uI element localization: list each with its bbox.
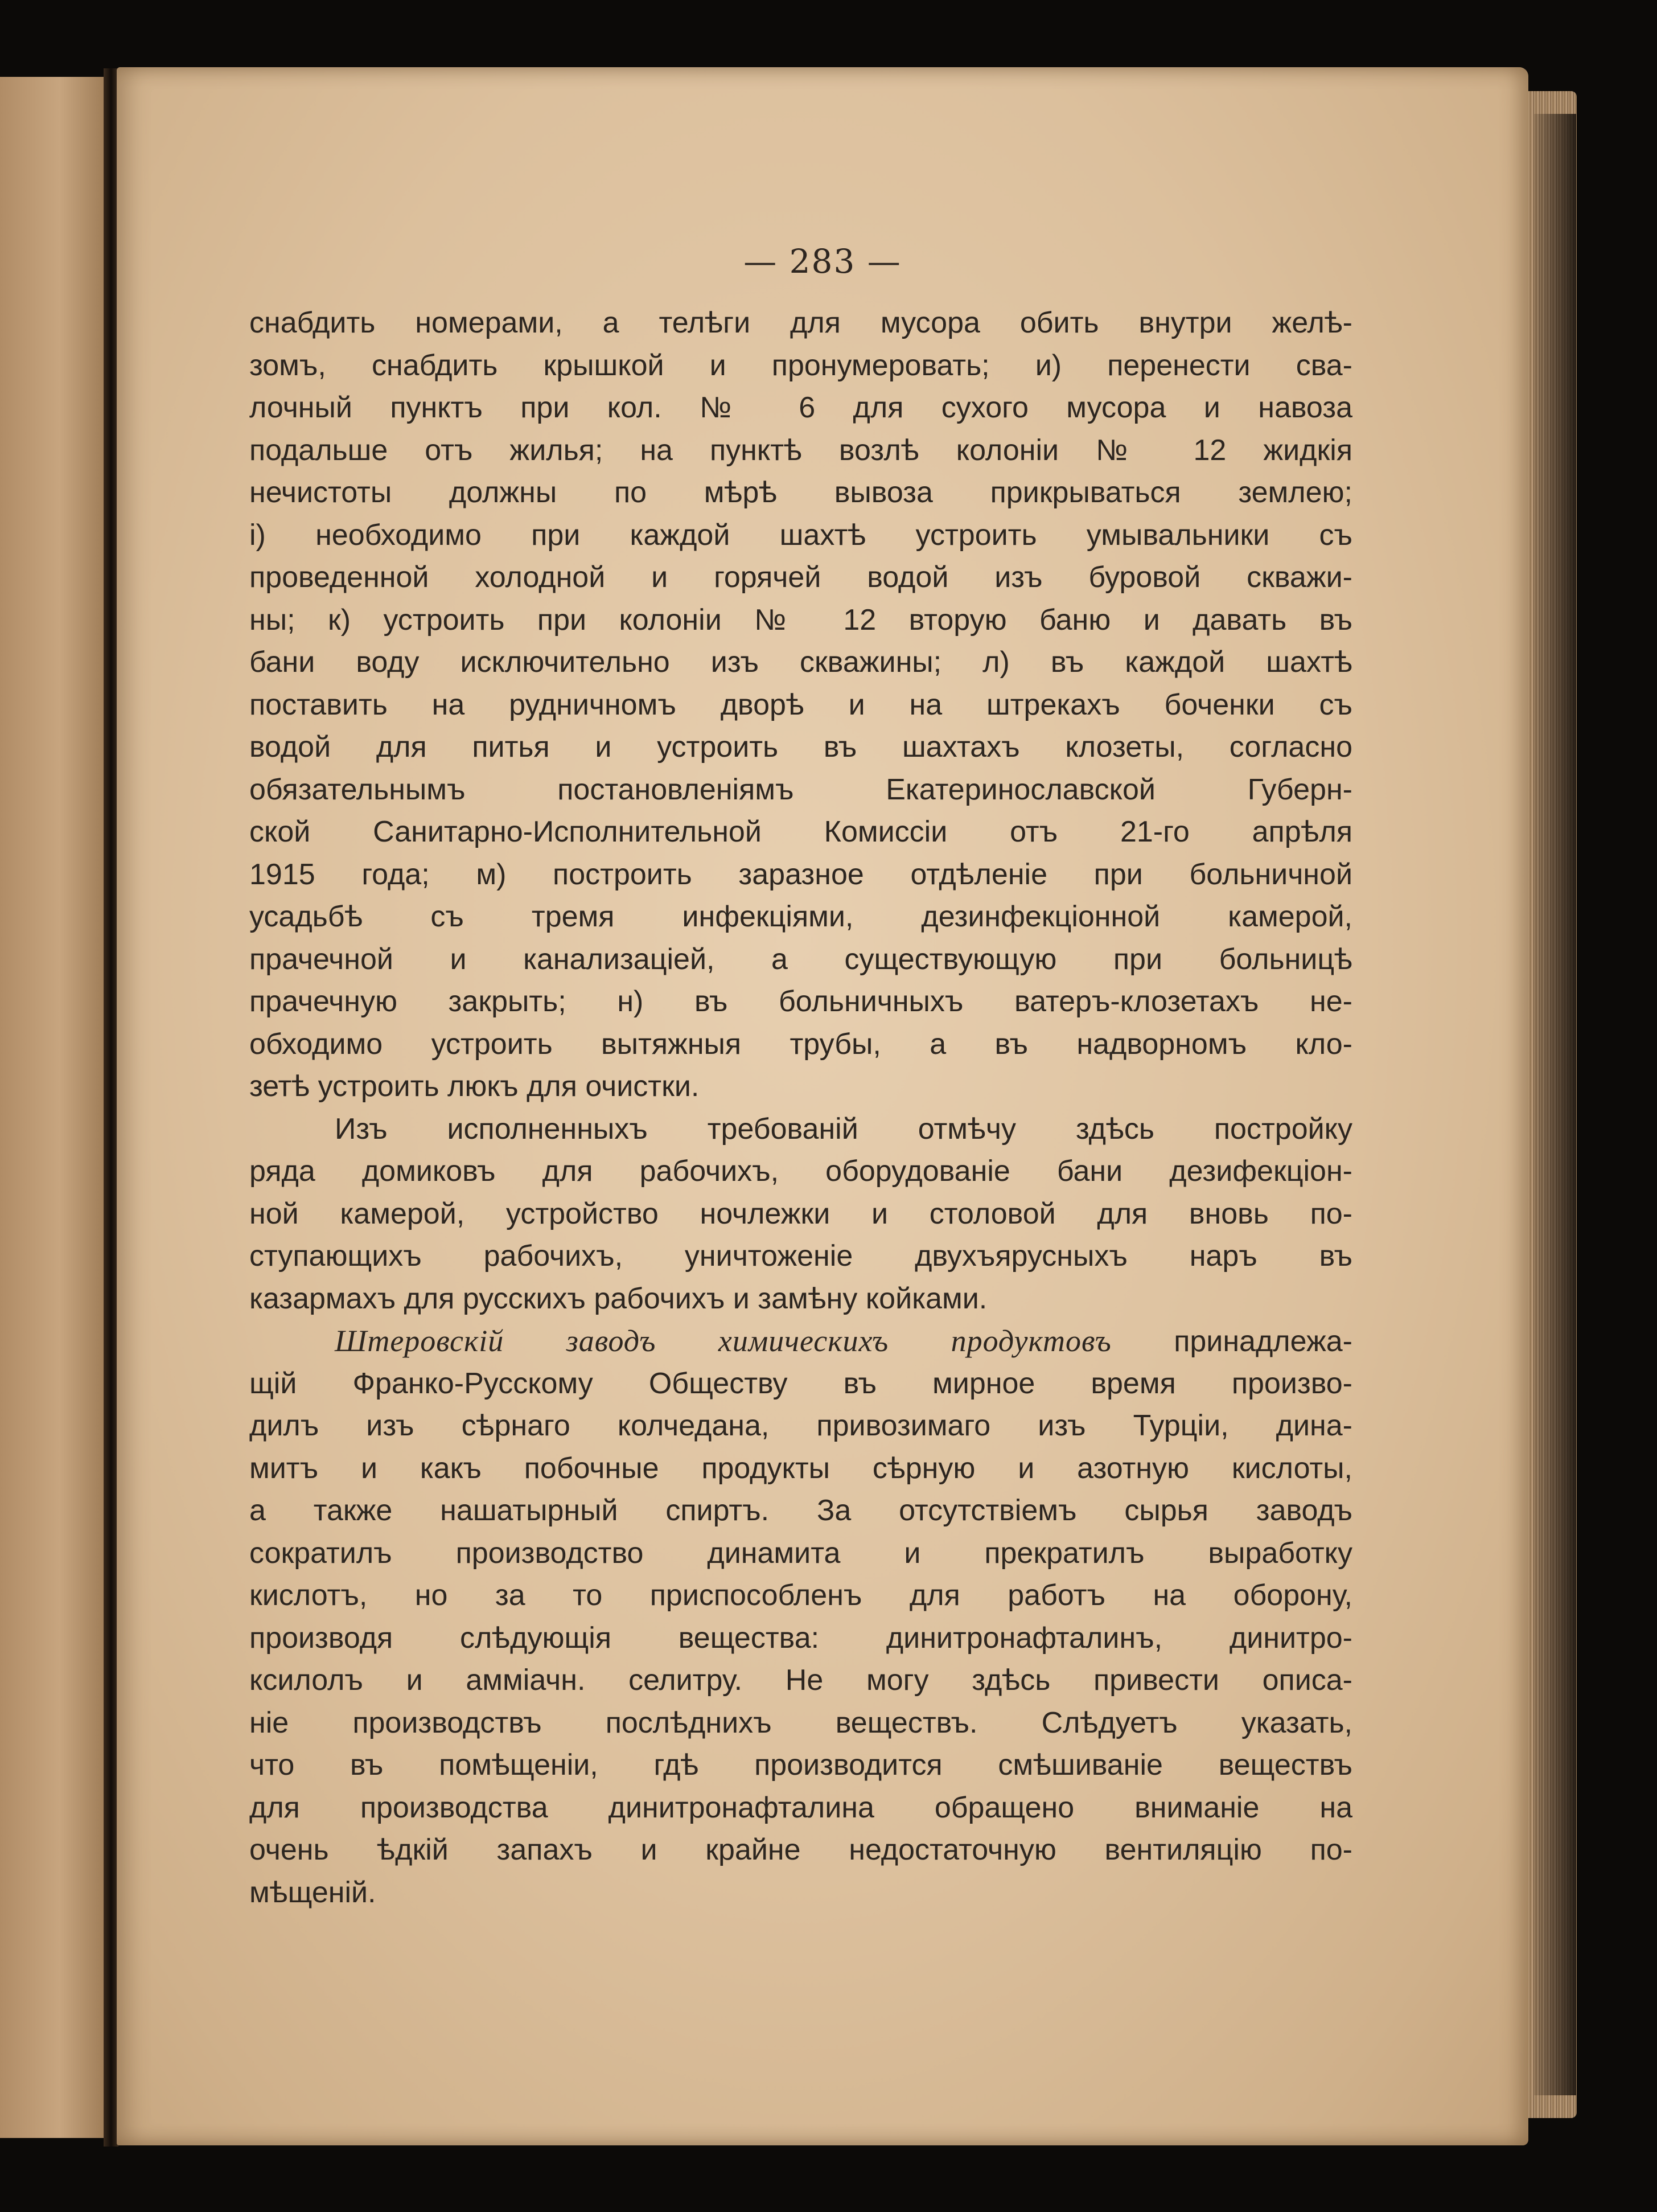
text-line: Изъ исполненныхъ требованій отмѣчу здѣсь постройку bbox=[335, 1112, 1352, 1146]
text-line: сократилъ производство динамита и прекратилъ выработку bbox=[249, 1536, 1352, 1570]
text-line: дилъ изъ сѣрнаго колчедана, привозимаго изъ Турціи, дина- bbox=[249, 1409, 1352, 1442]
text-line: ніе производствъ послѣднихъ веществъ. Слѣдуетъ указать, bbox=[249, 1706, 1352, 1739]
text-line bbox=[249, 1320, 1352, 1363]
text-line: прачечную закрыть; н) въ больничныхъ ватеръ-клозетахъ не- bbox=[249, 985, 1352, 1018]
page-edges-shadow bbox=[1534, 114, 1576, 2095]
text-line: ны; к) устроить при колоніи № 12 вторую баню и давать въ bbox=[249, 603, 1352, 637]
text-line: проведенной холодной и горячей водой изъ буровой скважи- bbox=[249, 561, 1352, 594]
text-line: для производства динитронафталина обращено вниманіе на bbox=[249, 1791, 1352, 1824]
text-line: лочный пунктъ при кол. № 6 для сухого мусора и навоза bbox=[249, 391, 1352, 424]
text-line: ступающихъ рабочихъ, уничтоженіе двухъярусныхъ наръ въ bbox=[249, 1240, 1352, 1273]
text-line: і) необходимо при каждой шахтѣ устроить умывальники съ bbox=[249, 518, 1352, 552]
text-line: митъ и какъ побочные продукты сѣрную и азотную кислоты, bbox=[249, 1451, 1352, 1485]
text-line: прачечной и канализацiей, а существующую при больницѣ bbox=[249, 942, 1352, 976]
paragraph-3 bbox=[249, 1320, 1352, 1914]
text-line: очень ѣдкій запахъ и крайне недостаточную вентиляцію по- bbox=[249, 1833, 1352, 1866]
text-line: ской Санитарно-Исполнительной Комиссіи отъ 21-го апрѣля bbox=[249, 815, 1352, 848]
page-number: — 283 — bbox=[743, 242, 902, 281]
text-line: поставить на рудничномъ дворѣ и на штрекахъ боченки съ bbox=[249, 688, 1352, 721]
text-line: а также нашатырный спиртъ. За отсутствіемъ сырья заводъ bbox=[249, 1494, 1352, 1527]
text-line: казармахъ для русскихъ рабочихъ и замѣну койками. bbox=[249, 1282, 988, 1315]
text-line: производя слѣдующія вещества: динитронафталинъ, динитро- bbox=[249, 1621, 1352, 1655]
lead-rest: принадлежа- bbox=[1111, 1325, 1352, 1358]
left-page-edge bbox=[0, 77, 108, 2138]
text-line: щій Франко-Русскому Обществу въ мирное время произво- bbox=[249, 1366, 1352, 1400]
paragraph-1 bbox=[249, 302, 1352, 1108]
text-line: что въ помѣщеніи, гдѣ производится смѣшиваніе веществъ bbox=[249, 1749, 1352, 1782]
text-body bbox=[249, 302, 1352, 1914]
text-line: мѣщеній. bbox=[249, 1876, 376, 1909]
text-line: подальше отъ жилья; на пунктѣ возлѣ колоніи № 12 жидкія bbox=[249, 433, 1352, 467]
text-line: зомъ, снабдить крышкой и пронумеровать; и) перенести сва- bbox=[249, 348, 1352, 382]
paragraph-2 bbox=[249, 1108, 1352, 1320]
text-line: водой для питья и устроить въ шахтахъ клозеты, согласно bbox=[249, 731, 1352, 764]
text-line: усадьбѣ съ тремя инфекціями, дезинфекціонной камерой, bbox=[249, 900, 1352, 933]
text-line: зетѣ устроить люкъ для очистки. bbox=[249, 1070, 700, 1103]
text-line: ной камерой, устройство ночлежки и столовой для вновь по- bbox=[249, 1197, 1352, 1230]
text-line: 1915 года; м) построить заразное отдѣленіе при больничной bbox=[249, 857, 1352, 891]
text-line: обходимо устроить вытяжныя трубы, а въ надворномъ кло- bbox=[249, 1027, 1352, 1061]
text-line: обязательнымъ постановленіямъ Екатеринославской Губерн- bbox=[249, 773, 1352, 806]
factory-name-italic: Штеровскій заводъ химическихъ продуктовъ bbox=[335, 1324, 1112, 1358]
text-line: снабдить номерами, а телѣги для мусора обить внутри желѣ- bbox=[249, 306, 1352, 339]
text-line: нечистоты должны по мѣрѣ вывоза прикрываться землею; bbox=[249, 476, 1352, 509]
text-line: кислотъ, но за то приспособленъ для работъ на оборону, bbox=[249, 1579, 1352, 1612]
text-line: ксилолъ и амміачн. селитру. Не могу здѣсь привести описа- bbox=[249, 1664, 1352, 1697]
text-line: ряда домиковъ для рабочихъ, оборудованіе бани дезифекціон- bbox=[249, 1155, 1352, 1188]
text-line: бани воду исключительно изъ скважины; л) въ каждой шахтѣ bbox=[249, 646, 1352, 679]
